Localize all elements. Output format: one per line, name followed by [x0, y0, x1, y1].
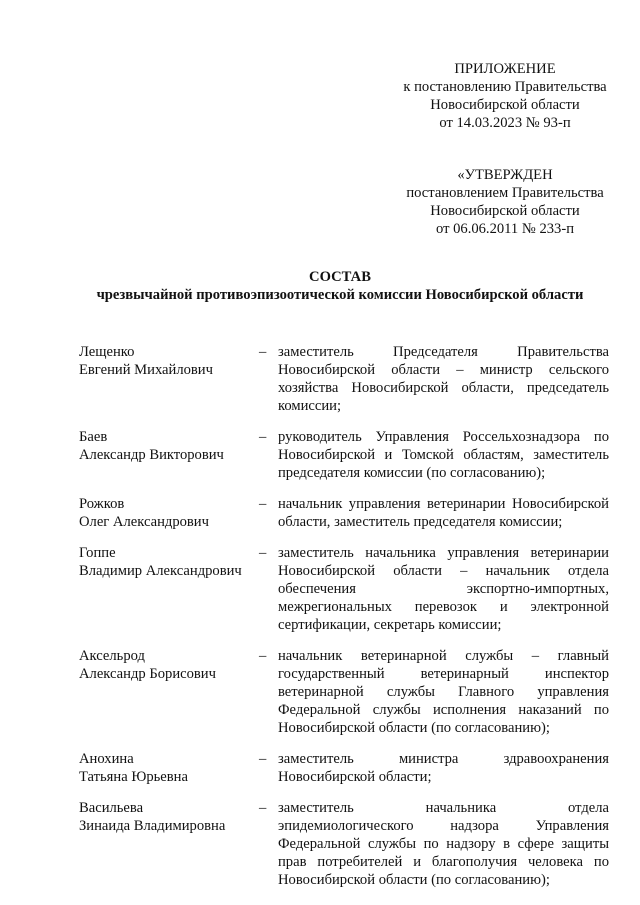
- member-dash: –: [259, 648, 267, 664]
- members-list: [0, 343, 640, 902]
- member-surname: Баев: [79, 429, 108, 445]
- member-given-name: Александр Викторович: [79, 447, 224, 463]
- member-role: заместитель министра здравоохранения Новосибирской области;: [278, 751, 609, 785]
- member-row: [0, 544, 640, 634]
- member-name: [79, 647, 254, 683]
- approved-stamp: [380, 166, 630, 238]
- approved-line-region: Новосибирской области: [430, 203, 580, 219]
- member-role: начальник ветеринарной службы – главный государственный ветеринарный инспектор ветеринарной службы Главного управления Федеральной службы исполнения наказаний по Новосибирской области (по согласованию);: [278, 648, 609, 736]
- member-role: заместитель Председателя Правительства Новосибирской области – министр сельского хозяйства Новосибирской области, председатель комиссии;: [278, 344, 609, 414]
- member-role: заместитель начальника управления ветеринарии Новосибирской области – начальник отдела обеспечения экспортно-импортных, межрегиональных перевозок и электронной сертификации, секретарь комиссии;: [278, 545, 609, 633]
- appendix-stamp: [380, 60, 630, 132]
- member-name: [79, 750, 254, 786]
- member-name: [79, 428, 254, 464]
- member-dash: –: [259, 429, 267, 445]
- member-dash: –: [259, 751, 267, 767]
- approved-heading: «УТВЕРЖДЕН: [457, 167, 553, 183]
- member-surname: Рожков: [79, 496, 125, 512]
- member-surname: Анохина: [79, 751, 134, 767]
- appendix-line-decree: к постановлению Правительства: [403, 79, 607, 95]
- member-row: [0, 647, 640, 737]
- member-given-name: Евгений Михайлович: [79, 362, 213, 378]
- member-row: [0, 799, 640, 889]
- member-row: [0, 750, 640, 786]
- member-given-name: Александр Борисович: [79, 666, 216, 682]
- member-dash: –: [259, 800, 267, 816]
- member-surname: Гоппе: [79, 545, 116, 561]
- member-given-name: Татьяна Юрьевна: [79, 769, 188, 785]
- member-dash: –: [259, 545, 267, 561]
- appendix-heading: ПРИЛОЖЕНИЕ: [454, 61, 556, 77]
- member-role: начальник управления ветеринарии Новосибирской области, заместитель председателя комиссии;: [278, 496, 609, 530]
- member-row: [0, 343, 640, 415]
- member-name: [79, 544, 254, 580]
- member-surname: Аксельрод: [79, 648, 145, 664]
- member-surname: Лещенко: [79, 344, 135, 360]
- member-given-name: Зинаида Владимировна: [79, 818, 226, 834]
- member-surname: Васильева: [79, 800, 144, 816]
- member-role: заместитель начальника отдела эпидемиологического надзора Управления Федеральной службы по надзору в сфере защиты прав потребителей и благополучия человека по Новосибирской области (по согласованию);: [278, 800, 609, 888]
- member-given-name: Владимир Александрович: [79, 563, 242, 579]
- approved-line-date: от 06.06.2011 № 233-п: [435, 221, 575, 237]
- appendix-line-date: от 14.03.2023 № 93-п: [439, 115, 571, 131]
- member-given-name: Олег Александрович: [79, 514, 209, 530]
- approved-line-decree: постановлением Правительства: [406, 185, 604, 201]
- title-subtitle: чрезвычайной противоэпизоотической комиссии Новосибирской области: [96, 287, 584, 303]
- member-role: руководитель Управления Россельхознадзора по Новосибирской и Томской областям, заместитель председателя комиссии (по согласованию);: [278, 429, 609, 481]
- appendix-line-region: Новосибирской области: [430, 97, 580, 113]
- document-title: [20, 268, 640, 304]
- member-dash: –: [259, 344, 267, 360]
- member-name: [79, 343, 254, 379]
- member-row: [0, 495, 640, 531]
- member-name: [79, 495, 254, 531]
- member-row: [0, 428, 640, 482]
- title-main: СОСТАВ: [309, 269, 371, 285]
- member-dash: –: [259, 496, 267, 512]
- member-name: [79, 799, 254, 835]
